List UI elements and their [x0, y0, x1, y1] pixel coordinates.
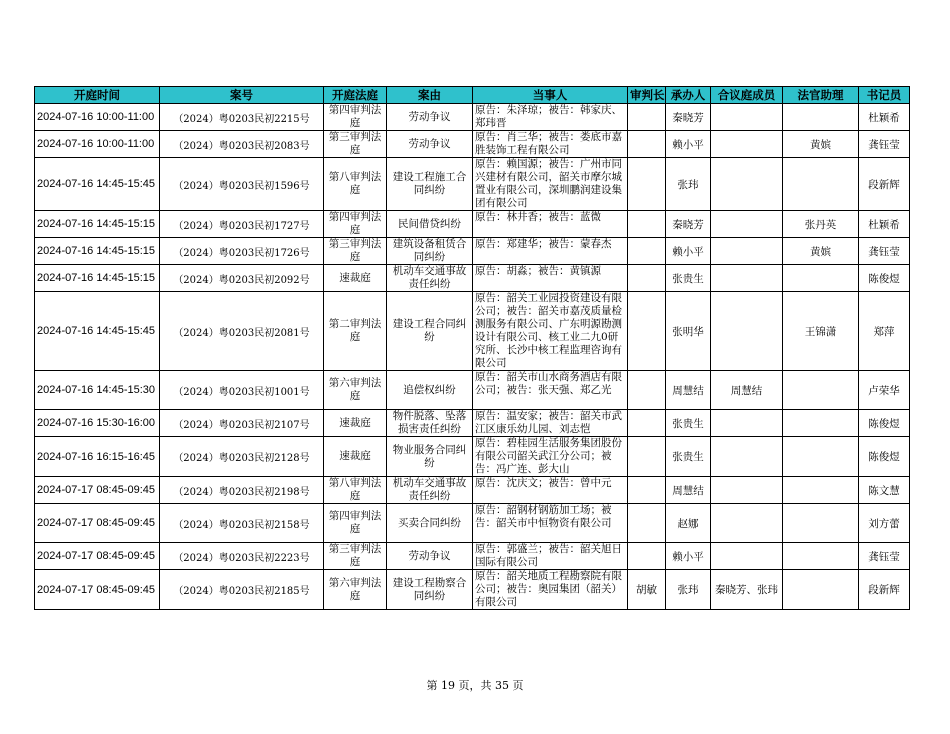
hearing-schedule-sheet [34, 86, 910, 610]
cell-time: 2024-07-17 08:45-09:45 [35, 570, 160, 610]
cell-parties-text: 原告：碧桂园生活服务集团股份有限公司韶关武江分公司；被告：冯广连、彭大山 [475, 437, 622, 475]
cell-time: 2024-07-16 16:15-16:45 [35, 437, 160, 477]
header-presiding: 审判长 [628, 87, 666, 104]
table-row [35, 265, 910, 292]
cell-clerk: 陈俊煜 [859, 410, 910, 437]
cell-assistant [783, 477, 859, 504]
cell-court [324, 158, 387, 211]
cell-handler: 张贵生 [666, 265, 711, 292]
cell-assistant [783, 265, 859, 292]
cell-court [324, 238, 387, 265]
header-parties: 当事人 [473, 87, 628, 104]
cell-handler: 秦晓芳 [666, 104, 711, 131]
cell-reason-text: 买卖合同纠纷 [398, 516, 461, 529]
cell-court [324, 543, 387, 570]
cell-panel: 秦晓芳、张玮 [711, 570, 783, 610]
cell-court [324, 131, 387, 158]
cell-court-text: 第八审判法庭 [328, 477, 382, 502]
cell-case-no: （2024）粤0203民初2083号 [160, 131, 324, 158]
cell-case-no: （2024）粤0203民初2215号 [160, 104, 324, 131]
cell-time: 2024-07-16 14:45-15:45 [35, 292, 160, 371]
cell-assistant [783, 504, 859, 543]
cell-time: 2024-07-17 08:45-09:45 [35, 477, 160, 504]
table-row [35, 131, 910, 158]
cell-assistant [783, 410, 859, 437]
cell-reason-text: 物业服务合同纠纷 [392, 443, 467, 469]
cell-time: 2024-07-16 10:00-11:00 [35, 131, 160, 158]
cell-time: 2024-07-16 15:30-16:00 [35, 410, 160, 437]
cell-parties [473, 131, 628, 158]
table-row [35, 104, 910, 131]
cell-panel [711, 158, 783, 211]
cell-assistant: 王锦潇 [783, 292, 859, 371]
cell-reason [387, 211, 473, 238]
cell-panel [711, 211, 783, 238]
cell-assistant: 张丹英 [783, 211, 859, 238]
cell-case-no: （2024）粤0203民初1596号 [160, 158, 324, 211]
cell-case-no: （2024）粤0203民初2128号 [160, 437, 324, 477]
cell-reason-text: 追偿权纠纷 [403, 383, 456, 396]
cell-case-no: （2024）粤0203民初2107号 [160, 410, 324, 437]
cell-parties [473, 543, 628, 570]
cell-parties-text: 原告：肖三华；被告：娄底市嘉胜装饰工程有限公司 [475, 131, 622, 156]
cell-handler: 张贵生 [666, 410, 711, 437]
cell-case-no: （2024）粤0203民初2081号 [160, 292, 324, 371]
table-row [35, 371, 910, 410]
cell-case-no: （2024）粤0203民初2158号 [160, 504, 324, 543]
cell-panel [711, 543, 783, 570]
cell-clerk: 龚钰莹 [859, 131, 910, 158]
table-row [35, 211, 910, 238]
cell-time: 2024-07-16 14:45-15:30 [35, 371, 160, 410]
cell-handler: 赖小平 [666, 238, 711, 265]
cell-time: 2024-07-17 08:45-09:45 [35, 504, 160, 543]
table-row [35, 570, 910, 610]
header-handler: 承办人 [666, 87, 711, 104]
cell-presiding [628, 158, 666, 211]
table-row [35, 543, 910, 570]
cell-case-no: （2024）粤0203民初1726号 [160, 238, 324, 265]
cell-reason [387, 131, 473, 158]
cell-handler: 周慧结 [666, 477, 711, 504]
header-time: 开庭时间 [35, 87, 160, 104]
cell-case-no: （2024）粤0203民初2185号 [160, 570, 324, 610]
cell-court-text: 第三审判法庭 [328, 543, 382, 568]
cell-presiding [628, 292, 666, 371]
cell-reason [387, 543, 473, 570]
cell-case-no: （2024）粤0203民初2223号 [160, 543, 324, 570]
cell-court [324, 410, 387, 437]
hearing-schedule-table [34, 86, 910, 610]
cell-handler: 赖小平 [666, 543, 711, 570]
cell-reason-text: 物件脱落、坠落损害责任纠纷 [392, 410, 467, 435]
table-row [35, 410, 910, 437]
cell-parties [473, 265, 628, 292]
cell-court-text: 第四审判法庭 [328, 104, 382, 129]
cell-clerk: 龚钰莹 [859, 238, 910, 265]
cell-reason [387, 104, 473, 131]
table-row [35, 238, 910, 265]
cell-court [324, 104, 387, 131]
cell-handler: 张玮 [666, 570, 711, 610]
cell-parties-text: 原告：韶关市山水商务酒店有限公司；被告：张天强、郑乙光 [475, 371, 622, 396]
cell-assistant [783, 158, 859, 211]
cell-presiding [628, 477, 666, 504]
cell-time: 2024-07-17 08:45-09:45 [35, 543, 160, 570]
cell-handler: 张明华 [666, 292, 711, 371]
cell-reason-text: 劳动争议 [408, 137, 451, 150]
cell-parties [473, 238, 628, 265]
cell-presiding [628, 104, 666, 131]
cell-presiding [628, 265, 666, 292]
cell-case-no: （2024）粤0203民初2092号 [160, 265, 324, 292]
cell-court [324, 265, 387, 292]
cell-court [324, 211, 387, 238]
cell-time: 2024-07-16 10:00-11:00 [35, 104, 160, 131]
cell-parties [473, 570, 628, 610]
cell-court-text: 第三审判法庭 [328, 238, 382, 263]
cell-parties [473, 211, 628, 238]
cell-panel [711, 410, 783, 437]
cell-reason [387, 371, 473, 410]
cell-parties-text: 原告：韶关地质工程勘察院有限公司；被告：奥园集团（韶关）有限公司 [475, 570, 622, 608]
cell-panel [711, 131, 783, 158]
cell-time: 2024-07-16 14:45-15:45 [35, 158, 160, 211]
cell-time: 2024-07-16 14:45-15:15 [35, 265, 160, 292]
cell-parties-text: 原告：温安家；被告：韶关市武江区康乐幼儿园、刘志恺 [475, 410, 622, 435]
cell-parties-text: 原告：郭盛兰；被告：韶关旭日国际有限公司 [475, 543, 622, 568]
cell-court-text: 第四审判法庭 [328, 510, 382, 535]
cell-panel [711, 104, 783, 131]
cell-assistant [783, 543, 859, 570]
cell-clerk: 郑萍 [859, 292, 910, 371]
cell-court [324, 437, 387, 477]
cell-presiding [628, 410, 666, 437]
cell-court [324, 570, 387, 610]
cell-case-no: （2024）粤0203民初1727号 [160, 211, 324, 238]
cell-reason [387, 238, 473, 265]
cell-parties [473, 158, 628, 211]
cell-parties [473, 504, 628, 543]
cell-reason-text: 建设工程合同纠纷 [392, 318, 467, 343]
cell-reason [387, 158, 473, 211]
cell-court [324, 477, 387, 504]
cell-court [324, 504, 387, 543]
page-number-footer: 第 19 页，共 35 页 [426, 679, 524, 692]
cell-assistant: 黄嫔 [783, 131, 859, 158]
cell-court-text: 第二审判法庭 [328, 318, 382, 343]
cell-reason [387, 265, 473, 292]
cell-reason [387, 292, 473, 371]
cell-clerk: 段新辉 [859, 570, 910, 610]
cell-assistant [783, 104, 859, 131]
cell-handler: 张贵生 [666, 437, 711, 477]
cell-parties-text: 原告：胡淼；被告：黄镇源 [475, 265, 601, 277]
cell-reason [387, 477, 473, 504]
cell-handler: 张玮 [666, 158, 711, 211]
cell-time: 2024-07-16 14:45-15:15 [35, 211, 160, 238]
cell-clerk: 陈俊煜 [859, 265, 910, 292]
cell-clerk: 陈俊煜 [859, 437, 910, 477]
cell-reason-text: 建筑设备租赁合同纠纷 [392, 238, 467, 263]
table-row [35, 292, 910, 371]
cell-clerk: 杜颖希 [859, 104, 910, 131]
cell-court [324, 292, 387, 371]
table-row [35, 437, 910, 477]
cell-case-no: （2024）粤0203民初2198号 [160, 477, 324, 504]
cell-presiding [628, 504, 666, 543]
cell-assistant [783, 371, 859, 410]
cell-parties-text: 原告：韶钢材钢筋加工场；被告：韶关市中恒物资有限公司 [475, 504, 612, 529]
cell-assistant [783, 437, 859, 477]
cell-assistant: 黄嫔 [783, 238, 859, 265]
header-assistant: 法官助理 [783, 87, 859, 104]
cell-parties-text: 原告：朱泽琼；被告：韩家庆、郑玮晋 [475, 104, 622, 129]
table-row [35, 158, 910, 211]
cell-handler: 秦晓芳 [666, 211, 711, 238]
cell-presiding [628, 543, 666, 570]
cell-reason [387, 570, 473, 610]
cell-court-text: 第六审判法庭 [328, 576, 382, 602]
table-row [35, 504, 910, 543]
cell-handler: 周慧结 [666, 371, 711, 410]
cell-presiding [628, 238, 666, 265]
cell-court [324, 371, 387, 410]
cell-panel: 周慧结 [711, 371, 783, 410]
cell-court-text: 速裁庭 [339, 416, 371, 429]
cell-reason [387, 504, 473, 543]
header-row [35, 87, 910, 104]
cell-parties [473, 410, 628, 437]
cell-reason-text: 建设工程施工合同纠纷 [392, 171, 467, 196]
header-clerk: 书记员 [859, 87, 910, 104]
cell-clerk: 龚钰莹 [859, 543, 910, 570]
cell-parties-text: 原告：郑建华；被告：蒙春杰 [475, 238, 612, 250]
cell-panel [711, 265, 783, 292]
cell-reason [387, 410, 473, 437]
cell-presiding [628, 211, 666, 238]
cell-handler: 赵娜 [666, 504, 711, 543]
cell-court-text: 第八审判法庭 [328, 171, 382, 196]
cell-case-no: （2024）粤0203民初1001号 [160, 371, 324, 410]
cell-panel [711, 292, 783, 371]
header-panel: 合议庭成员 [711, 87, 783, 104]
cell-parties-text: 原告：韶关工业园投资建设有限公司；被告：韶关市嘉茂质量检测服务有限公司、广东明源勘测设计有限公司、核工业二九0研究所、长沙中核工程监理咨询有限公司 [475, 292, 622, 369]
cell-panel [711, 238, 783, 265]
cell-parties-text: 原告：赖国源；被告：广州市同兴建材有限公司，韶关市摩尔城置业有限公司，深圳鹏润建设集团有限公司 [475, 158, 622, 209]
cell-handler: 赖小平 [666, 131, 711, 158]
cell-reason [387, 437, 473, 477]
cell-reason-text: 机动车交通事故责任纠纷 [392, 265, 467, 290]
cell-reason-text: 机动车交通事故责任纠纷 [392, 477, 467, 502]
cell-parties [473, 477, 628, 504]
cell-parties-text: 原告：沈庆文；被告：曾中元 [475, 477, 612, 489]
cell-parties [473, 104, 628, 131]
cell-panel [711, 504, 783, 543]
cell-assistant [783, 570, 859, 610]
cell-panel [711, 437, 783, 477]
cell-parties [473, 292, 628, 371]
cell-court-text: 第三审判法庭 [328, 131, 382, 156]
cell-panel [711, 477, 783, 504]
cell-parties-text: 原告：林井香；被告：蓝微 [475, 211, 601, 223]
cell-clerk: 陈文慧 [859, 477, 910, 504]
cell-court-text: 第六审判法庭 [328, 377, 382, 402]
cell-clerk: 刘方蕾 [859, 504, 910, 543]
cell-court-text: 第四审判法庭 [328, 211, 382, 236]
cell-presiding [628, 371, 666, 410]
cell-clerk: 杜颖希 [859, 211, 910, 238]
cell-court-text: 速裁庭 [339, 271, 371, 284]
cell-presiding [628, 437, 666, 477]
table-row [35, 477, 910, 504]
cell-reason-text: 劳动争议 [408, 549, 451, 562]
cell-presiding [628, 131, 666, 158]
cell-parties [473, 371, 628, 410]
cell-reason-text: 劳动争议 [408, 110, 451, 123]
header-case-no: 案号 [160, 87, 324, 104]
cell-reason-text: 建设工程勘察合同纠纷 [392, 576, 467, 602]
cell-presiding: 胡敏 [628, 570, 666, 610]
cell-clerk: 段新辉 [859, 158, 910, 211]
cell-parties [473, 437, 628, 477]
cell-court-text: 速裁庭 [339, 450, 371, 462]
cell-reason-text: 民间借贷纠纷 [398, 217, 461, 230]
header-court: 开庭法庭 [324, 87, 387, 104]
cell-time: 2024-07-16 14:45-15:15 [35, 238, 160, 265]
header-reason: 案由 [387, 87, 473, 104]
cell-clerk: 卢荣华 [859, 371, 910, 410]
